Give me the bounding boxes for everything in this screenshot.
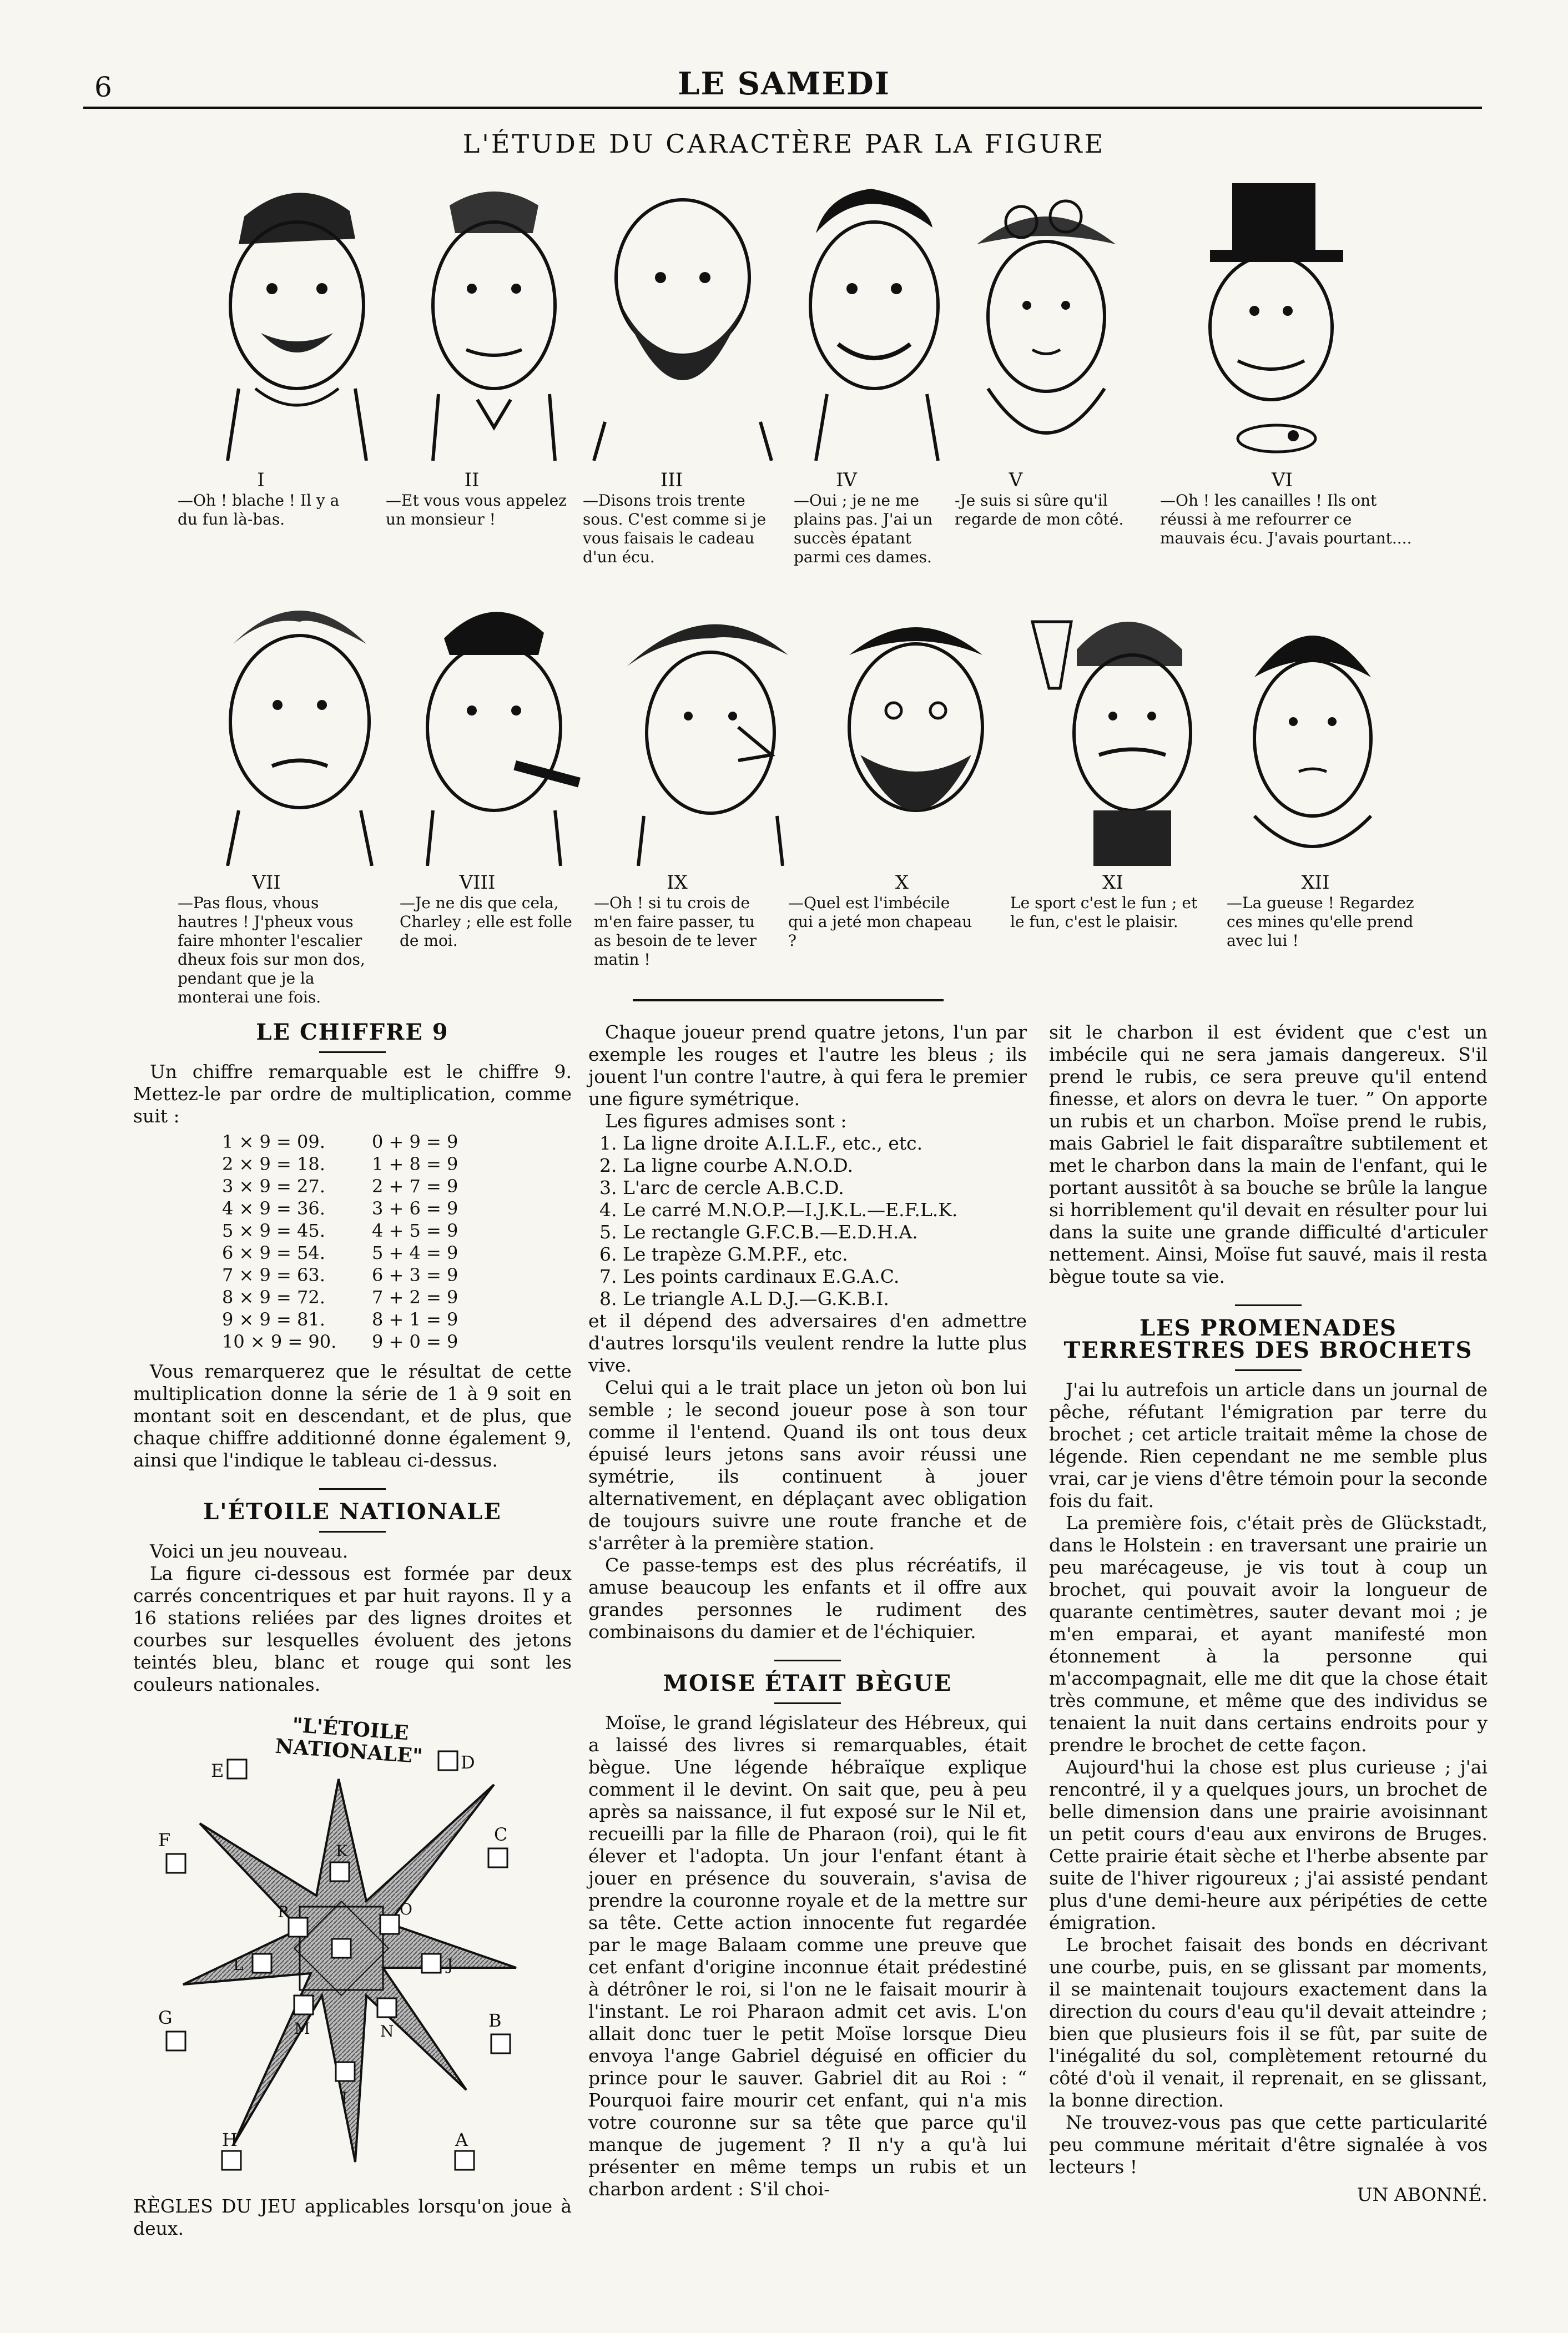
etoile-p2: La figure ci-dessous est formée par deux carrés concentriques et par huit rayons. Il y a 16 stations reliées par des lignes droites et courbes sur lesquelles évoluent des jetons teintés bleu, blanc et rouge qui sont les couleurs nationales. bbox=[133, 1563, 572, 1695]
etoile-diagram bbox=[133, 1707, 572, 2190]
portrait-numeral-xi: XI bbox=[1102, 871, 1123, 894]
station-label-n: N bbox=[380, 2022, 394, 2040]
feature-title: L'ÉTUDE DU CARACTÈRE PAR LA FIGURE bbox=[462, 129, 1106, 159]
portrait-caption-viii: —Je ne dis que cela, Charley ; elle est folle de moi. bbox=[400, 894, 572, 950]
portrait-numeral-ii: II bbox=[464, 469, 480, 491]
table-row: 10 × 9 = 90. bbox=[222, 1331, 337, 1352]
table-row: 6 + 3 = 9 bbox=[372, 1264, 458, 1286]
table-row: 1 + 8 = 9 bbox=[372, 1153, 458, 1175]
portrait-caption-iii: —Disons trois trente sous. C'est comme si je vous faisais le cadeau d'un écu. bbox=[583, 491, 767, 566]
table-row: 6 × 9 = 54. bbox=[222, 1242, 325, 1263]
station-label-m: M bbox=[294, 2019, 310, 2038]
brochets-p1: J'ai lu autrefois un article dans un journal de pêche, réfutant l'émigration par terre du brochet ; cet article traitait même la chose de légende. Rien cependant ne me semble plus vrai, car je viens d'être témoin pour la seconde fois du fait. bbox=[1049, 1379, 1488, 1511]
station-label-l: L bbox=[233, 1956, 244, 1974]
station-label-o: O bbox=[400, 1900, 412, 1918]
station-l bbox=[253, 1954, 271, 1973]
etoile-caption: RÈGLES DU JEU applicables lorsqu'on joue à deux. bbox=[133, 2195, 572, 2239]
portrait-x bbox=[810, 577, 1021, 866]
portrait-numeral-x: X bbox=[895, 871, 909, 894]
station-j bbox=[422, 1954, 441, 1973]
portrait-iii bbox=[583, 167, 783, 461]
station-n bbox=[377, 1998, 396, 2017]
list-item: 2. La ligne courbe A.N.O.D. bbox=[599, 1155, 854, 1176]
portrait-caption-vi: —Oh ! les canailles ! Ils ont réussi à me refourrer ce mauvais écu. J'avais pourtant.... bbox=[1160, 491, 1412, 547]
portrait-caption-x: —Quel est l'imbécile qui a jeté mon chapeau ? bbox=[788, 894, 972, 950]
station-label-d: D bbox=[461, 1752, 475, 1773]
multiplication-table bbox=[133, 1127, 572, 1361]
list-item: 7. Les points cardinaux E.G.A.C. bbox=[599, 1266, 900, 1287]
portrait-caption-v: -Je suis si sûre qu'il regarde de mon côté. bbox=[955, 491, 1124, 528]
page-number: 6 bbox=[94, 71, 112, 103]
brochets-p3: Aujourd'hui la chose est plus curieuse ; j'ai rencontré, il y a quelques jours, un brochet de belle dimension dans une prairie avoisinnant un petit cours d'eau aux environs de Bruges. Cette prairie était sèche et l'herbe absente par suite de l'hiver rigoureux ; j'ai assisté pendant plus d'une demi-heure aux péripéties de cette émigration. bbox=[1049, 1756, 1488, 1933]
table-row: 5 + 4 = 9 bbox=[372, 1242, 458, 1263]
table-row: 4 × 9 = 36. bbox=[222, 1198, 325, 1219]
portrait-numeral-iii: III bbox=[660, 469, 683, 491]
station-h bbox=[222, 2151, 241, 2170]
portrait-numeral-xii: XII bbox=[1301, 871, 1330, 894]
station-p bbox=[289, 1918, 307, 1937]
column-left bbox=[133, 1021, 572, 2240]
station-label-j: J bbox=[447, 1956, 453, 1974]
table-row: 3 × 9 = 27. bbox=[222, 1176, 325, 1197]
portrait-v bbox=[955, 167, 1138, 461]
table-row: 7 + 2 = 9 bbox=[372, 1287, 458, 1308]
jeu-p5: Ce passe-temps est des plus récréatifs, il amuse beaucoup les enfants et il offre aux grandes personnes le rudiment des combinaisons du damier et de l'échiquier. bbox=[588, 1554, 1027, 1642]
jeu-p2: Les figures admises sont : bbox=[605, 1110, 847, 1132]
portrait-numeral-vii: VII bbox=[252, 871, 281, 894]
masthead: LE SAMEDI bbox=[678, 65, 890, 102]
portrait-numeral-i: I bbox=[257, 469, 265, 491]
portrait-numeral-iv: IV bbox=[836, 469, 857, 491]
header-rule bbox=[83, 107, 1482, 109]
portrait-iv bbox=[783, 167, 966, 461]
station-c bbox=[488, 1848, 507, 1867]
section-rule bbox=[774, 1660, 841, 1661]
title-rule bbox=[774, 1702, 841, 1704]
portrait-numeral-v: V bbox=[1009, 469, 1023, 491]
figure-list bbox=[588, 1132, 1027, 1310]
station-label-i: I bbox=[341, 2089, 348, 2107]
chiffre-outro: Vous remarquerez que le résultat de cette multiplication donne la série de 1 à 9 soit en montant soit en descendant, et de plus, que chaque chiffre additionné donne également 9, ainsi que l'indique le tableau ci-dessus. bbox=[133, 1361, 572, 1471]
table-row: 8 × 9 = 72. bbox=[222, 1287, 325, 1308]
list-item: 5. Le rectangle G.F.C.B.—E.D.H.A. bbox=[599, 1221, 918, 1243]
station-i bbox=[336, 2062, 355, 2081]
station-label-c: C bbox=[494, 1824, 508, 1845]
table-row: 3 + 6 = 9 bbox=[372, 1198, 458, 1219]
section-divider bbox=[633, 999, 944, 1001]
moise-title: MOISE ÉTAIT BÈGUE bbox=[663, 1670, 952, 1696]
station-label-g: G bbox=[158, 2007, 173, 2028]
moise-p2: sit le charbon il est évident que c'est un imbécile qui ne sera jamais dangereux. S'il prend le rubis, ce sera preuve qu'il entend finesse, et alors on devra le tuer. ” On apporte un rubis et un charbon. Moïse prend le rubis, mais Gabriel le fait disparaître subtilement et met le charbon dans la main de l'enfant, qui le portant aussitôt à sa bouche se brûle la langue si horriblement qu'il devait en résulter pour lui dans la suite une grande difficulté d'articuler nettement. Ainsi, Moïse fut sauvé, mais il resta bègue toute sa vie. bbox=[1049, 1021, 1488, 1287]
station-m bbox=[294, 1996, 313, 2014]
table-row: 4 + 5 = 9 bbox=[372, 1220, 458, 1241]
portrait-xi bbox=[1016, 577, 1216, 866]
table-row: 5 × 9 = 45. bbox=[222, 1220, 325, 1241]
portrait-caption-i: —Oh ! blache ! Il y a du fun là-bas. bbox=[178, 491, 340, 528]
title-rule bbox=[1235, 1369, 1302, 1371]
station-f bbox=[167, 1854, 185, 1873]
brochets-p2: La première fois, c'était près de Glückstadt, dans le Holstein : en traversant une prairie un peu marécageuse, je vis tout à coup un brochet, qui pouvait avoir la longueur de quarante centimètres, sauter devant moi ; je m'en emparai, et ayant manifesté mon étonnement à la personne qui m'accompagnait, elle me dit que la chose était très commune, et même que des individus se tenaient la nuit dans certains endroits pour y prendre le brochet de cette façon. bbox=[1049, 1512, 1488, 1756]
table-row: 0 + 9 = 9 bbox=[372, 1131, 458, 1152]
station-g bbox=[167, 2032, 185, 2050]
station-label-h: H bbox=[222, 2129, 238, 2150]
jeu-p1: Chaque joueur prend quatre jetons, l'un par exemple les rouges et l'autre les bleus ; ils jouent l'un contre l'autre, à qui fera le premier une figure symétrique. bbox=[588, 1021, 1027, 1110]
portrait-xii bbox=[1221, 577, 1404, 866]
portrait-ii bbox=[400, 167, 583, 461]
title-rule bbox=[319, 1051, 386, 1053]
station-a bbox=[455, 2151, 474, 2170]
brochets-p5: Ne trouvez-vous pas que cette particularité peu commune méritait d'être signalée à vos lecteurs ! bbox=[1049, 2112, 1488, 2178]
station-o bbox=[380, 1915, 399, 1934]
portrait-ix bbox=[605, 577, 816, 866]
portrait-i bbox=[205, 167, 389, 461]
table-row: 2 × 9 = 18. bbox=[222, 1153, 325, 1175]
jeu-p3: et il dépend des adversaires d'en admettre d'autres lorsqu'ils veulent rendre la lutte plus vive. bbox=[588, 1310, 1027, 1376]
portrait-caption-ix: —Oh ! si tu crois de m'en faire passer, tu as besoin de te lever matin ! bbox=[594, 894, 757, 969]
station-k bbox=[330, 1862, 349, 1881]
title-rule bbox=[319, 1531, 386, 1533]
station-center bbox=[332, 1939, 351, 1958]
station-e bbox=[228, 1760, 246, 1778]
jeu-p4: Celui qui a le trait place un jeton où bon lui semble ; le second joueur pose à son tour comme il l'entend. Quand ils ont tous deux épuisé leurs jetons sans avoir réussi une symétrie, ils continuent à jouer alternativement, en déplaçant avec obligation de toujours suivre une route franche et de s'arrêter à la première station. bbox=[588, 1377, 1027, 1554]
portrait-caption-xii: —La gueuse ! Regardez ces mines qu'elle prend avec lui ! bbox=[1227, 894, 1414, 950]
column-middle bbox=[588, 1021, 1027, 2200]
table-row: 9 × 9 = 81. bbox=[222, 1309, 325, 1330]
table-row: 9 + 0 = 9 bbox=[372, 1331, 458, 1352]
portrait-numeral-vi: VI bbox=[1272, 469, 1293, 491]
list-item: 4. Le carré M.N.O.P.—I.J.K.L.—E.F.L.K. bbox=[599, 1199, 958, 1221]
section-rule bbox=[319, 1488, 386, 1490]
chiffre-title: LE CHIFFRE 9 bbox=[256, 1019, 449, 1045]
brochets-title: LES PROMENADES TERRESTRES DES BROCHETS bbox=[1063, 1315, 1473, 1363]
table-row: 7 × 9 = 63. bbox=[222, 1264, 325, 1286]
etoile-title: L'ÉTOILE NATIONALE bbox=[203, 1499, 502, 1525]
list-item: 3. L'arc de cercle A.B.C.D. bbox=[599, 1177, 844, 1198]
station-label-k: K bbox=[336, 1842, 347, 1860]
portrait-caption-ii: —Et vous vous appelez un monsieur ! bbox=[386, 491, 567, 528]
portrait-caption-xi: Le sport c'est le fun ; et le fun, c'est le plaisir. bbox=[1010, 894, 1198, 931]
moise-p1: Moïse, le grand législateur des Hébreux, qui a laissé des livres si remarquables, était bègue. Une légende hébraïque explique comment il le devint. On sait que, peu à peu après sa naissance, il fut exposé sur le Nil et, recueilli par la fille de Pharaon (roi), qui le fit élever et l'adopta. Un jour l'enfant étant à jouer en présence du souverain, s'avisa de prendre la couronne royale et de la mettre sur sa tête. Cette action innocente fut regardée par le mage Balaam comme une preuve que cet enfant d'origine inconnue était prédestiné à détrôner le roi, si l'on ne le faisait mourir à l'instant. Le roi Pharaon admit cet avis. L'on allait donc tuer le petit Moïse lorsque Dieu envoya l'ange Gabriel déguisé en officier du prince pour le sauver. Gabriel dit au Roi : “ Pourquoi faire mourir cet enfant, qui n'a mis votre couronne sur sa tête que parce qu'il manque de jugement ? Il n'y a qu'à lui présenter en même temps un rubis et un charbon ardent : S'il choi- bbox=[588, 1712, 1027, 2200]
portrait-caption-iv: —Oui ; je ne me plains pas. J'ai un succès épatant parmi ces dames. bbox=[794, 491, 933, 566]
station-b bbox=[491, 2034, 510, 2053]
portrait-viii bbox=[400, 577, 611, 866]
column-right bbox=[1049, 1021, 1488, 2206]
table-row: 2 + 7 = 9 bbox=[372, 1176, 458, 1197]
station-label-p: P bbox=[278, 1903, 288, 1921]
portrait-numeral-viii: VIII bbox=[459, 871, 496, 894]
station-label-e: E bbox=[211, 1760, 224, 1781]
diagram-title: "L'ÉTOILE NATIONALE" bbox=[274, 1713, 423, 1768]
section-rule bbox=[1235, 1304, 1302, 1306]
list-item: 1. La ligne droite A.I.L.F., etc., etc. bbox=[599, 1132, 923, 1154]
etoile-p1: Voici un jeu nouveau. bbox=[150, 1540, 349, 1562]
portrait-vi bbox=[1149, 167, 1371, 461]
table-row: 1 × 9 = 09. bbox=[222, 1131, 325, 1152]
portrait-vii bbox=[205, 577, 394, 866]
table-row: 8 + 1 = 9 bbox=[372, 1309, 458, 1330]
brochets-p4: Le brochet faisait des bonds en décrivant une courbe, puis, en se glissant par moments, il se maintenait toujours exactement dans la direction du cours d'eau qu'il devait atteindre ; bien que plusieurs fois il se fût, par suite de l'inégalité du sol, complètement retourné du côté d'où il venait, il reprenait, en se glissant, la bonne direction. bbox=[1049, 1934, 1488, 2111]
signature: UN ABONNÉ. bbox=[1357, 2184, 1488, 2205]
station-label-a: A bbox=[455, 2129, 468, 2150]
station-label-f: F bbox=[158, 1830, 171, 1851]
list-item: 6. Le trapèze G.M.P.F., etc. bbox=[599, 1243, 848, 1265]
list-item: 8. Le triangle A.L D.J.—G.K.B.I. bbox=[599, 1288, 889, 1309]
station-label-b: B bbox=[488, 2010, 502, 2031]
portrait-numeral-ix: IX bbox=[667, 871, 688, 894]
portrait-caption-vii: —Pas flous, vhous hautres ! J'pheux vous faire mhonter l'escalier dheux fois sur mon dos, pendant que je la monterai une fois. bbox=[178, 894, 365, 1006]
chiffre-intro: Un chiffre remarquable est le chiffre 9. Mettez-le par ordre de multiplication, comme suit : bbox=[133, 1061, 572, 1127]
